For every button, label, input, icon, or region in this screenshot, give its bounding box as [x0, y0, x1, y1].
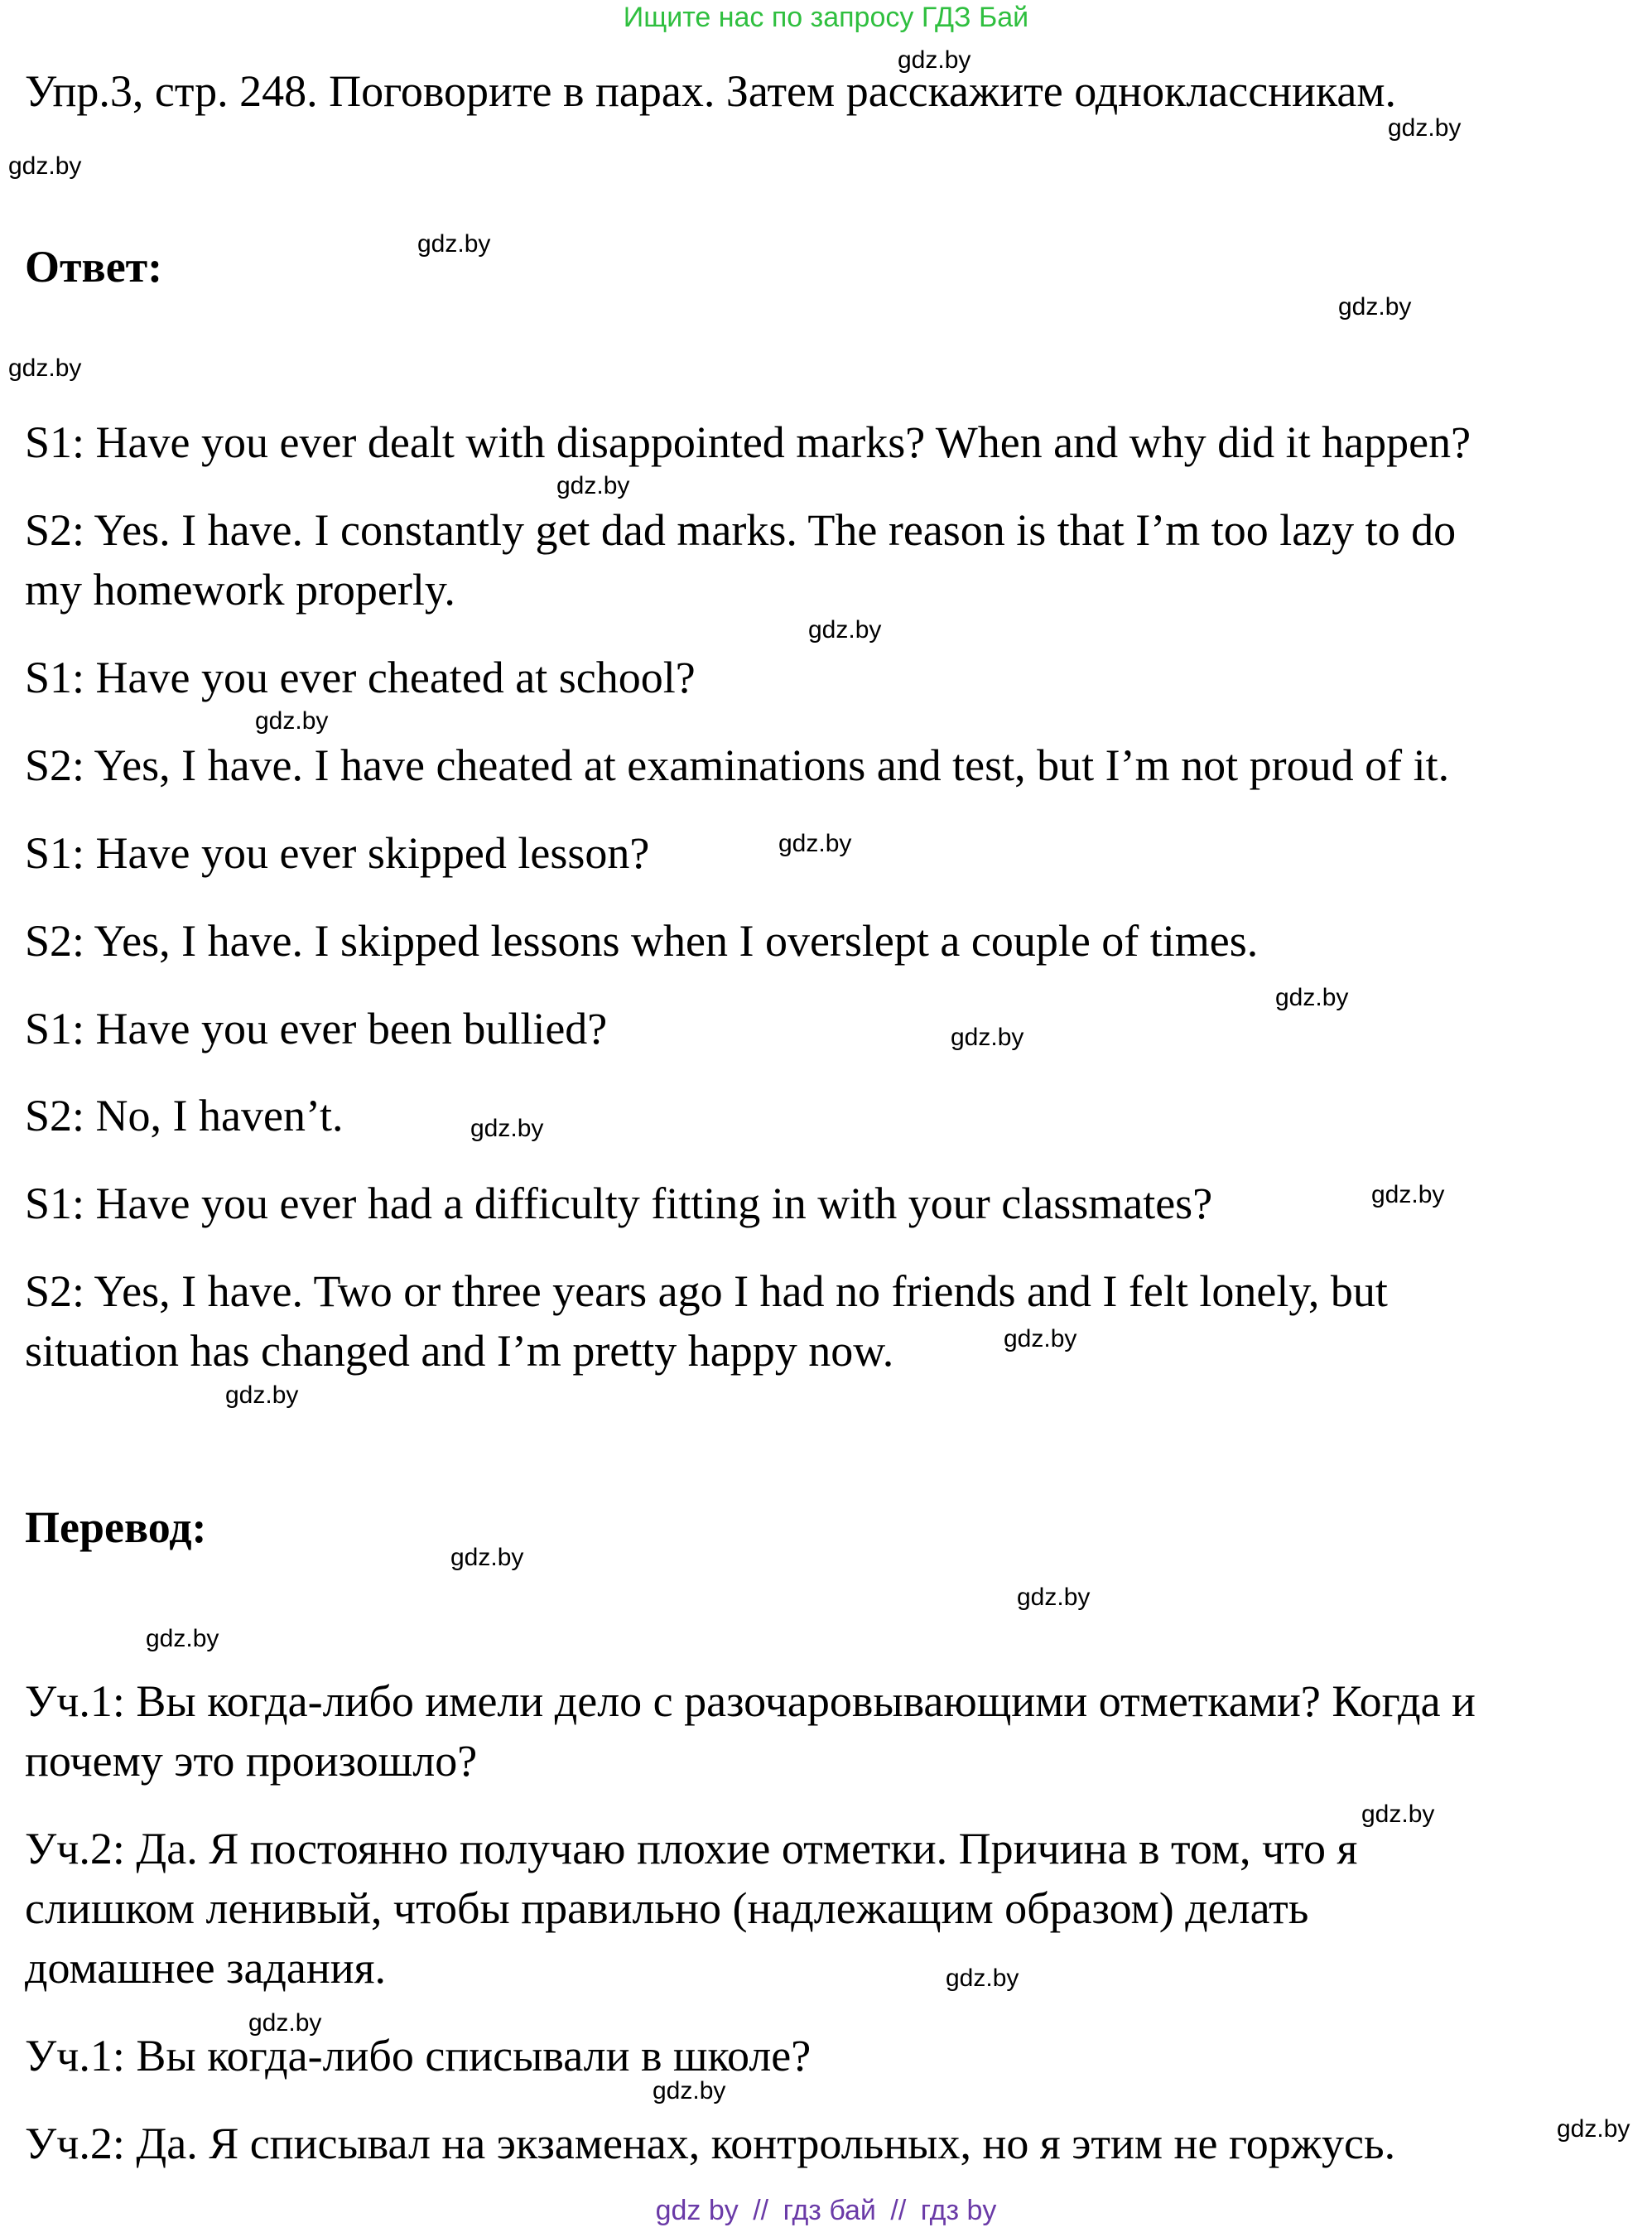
- dialogue-line: my homework properly.: [25, 565, 455, 615]
- dialogue-line: S1: Have you ever cheated at school?: [25, 653, 696, 702]
- watermark: gdz.by: [1371, 1181, 1445, 1208]
- watermark: gdz.by: [898, 46, 971, 74]
- dialogue-line: S2: Yes, I have. I skipped lessons when I overslept a couple of times.: [25, 916, 1259, 966]
- watermark: gdz.by: [1275, 984, 1349, 1011]
- translation-line: Уч.2: Да. Я постоянно получаю плохие отметки. Причина в том, что я: [25, 1824, 1358, 1873]
- watermark: gdz.by: [778, 830, 852, 857]
- footer-link[interactable]: гдз by: [920, 2195, 997, 2226]
- watermark: gdz.by: [248, 2009, 322, 2037]
- watermark: gdz.by: [653, 2077, 726, 2104]
- watermark: gdz.by: [8, 354, 82, 382]
- watermark: gdz.by: [1004, 1325, 1077, 1352]
- watermark: gdz.by: [946, 1965, 1019, 1992]
- watermark: gdz.by: [808, 616, 882, 644]
- dialogue-line: S2: Yes, I have. Two or three years ago I had no friends and I felt lonely, but: [25, 1266, 1388, 1316]
- dialogue-line: S2: Yes, I have. I have cheated at examinations and test, but I’m not proud of it.: [25, 740, 1450, 790]
- watermark: gdz.by: [450, 1544, 524, 1571]
- watermark: gdz.by: [1388, 114, 1462, 142]
- footer-separator: //: [890, 2195, 907, 2226]
- dialogue-line: situation has changed and I’m pretty happy now.: [25, 1326, 894, 1376]
- translation-line: Уч.1: Вы когда-либо имели дело с разочаровывающими отметками? Когда и: [25, 1676, 1476, 1726]
- translation-line: почему это произошло?: [25, 1736, 478, 1786]
- footer-links: [0, 2195, 1652, 2227]
- dialogue-line: S1: Have you ever been bullied?: [25, 1004, 608, 1053]
- footer-link[interactable]: gdz by: [655, 2195, 739, 2226]
- footer-separator: //: [753, 2195, 769, 2226]
- dialogue-line: S2: No, I haven’t.: [25, 1091, 344, 1140]
- watermark: gdz.by: [556, 472, 630, 499]
- watermark: gdz.by: [1338, 293, 1412, 321]
- answer-heading: Ответ:: [25, 242, 163, 292]
- watermark: gdz.by: [146, 1625, 219, 1652]
- watermark: gdz.by: [951, 1024, 1024, 1051]
- translation-line: Уч.1: Вы когда-либо списывали в школе?: [25, 2031, 812, 2080]
- watermark: gdz.by: [8, 152, 82, 180]
- watermark: gdz.by: [417, 230, 491, 258]
- top-banner[interactable]: Ищите нас по запросу ГДЗ Бай: [623, 2, 1029, 33]
- watermark: gdz.by: [255, 707, 329, 735]
- dialogue-line: S1: Have you ever skipped lesson?: [25, 828, 650, 878]
- watermark: gdz.by: [225, 1381, 299, 1409]
- translation-line: слишком ленивый, чтобы правильно (надлежащим образом) делать: [25, 1883, 1309, 1933]
- watermark: gdz.by: [470, 1115, 544, 1142]
- translation-heading: Перевод:: [25, 1502, 207, 1552]
- dialogue-line: S1: Have you ever dealt with disappointed marks? When and why did it happen?: [25, 417, 1471, 467]
- translation-line: Уч.2: Да. Я списывал на экзаменах, контрольных, но я этим не горжусь.: [25, 2119, 1396, 2168]
- footer-link[interactable]: гдз бай: [783, 2195, 876, 2226]
- dialogue-line: S2: Yes. I have. I constantly get dad marks. The reason is that I’m too lazy to do: [25, 505, 1457, 555]
- task-title: Упр.3, стр. 248. Поговорите в парах. Затем расскажите одноклассникам.: [25, 66, 1397, 116]
- watermark: gdz.by: [1361, 1801, 1435, 1828]
- dialogue-line: S1: Have you ever had a difficulty fitting in with your classmates?: [25, 1179, 1213, 1228]
- watermark: gdz.by: [1017, 1584, 1091, 1611]
- watermark: gdz.by: [1557, 2115, 1630, 2143]
- translation-line: домашнее задания.: [25, 1943, 387, 1993]
